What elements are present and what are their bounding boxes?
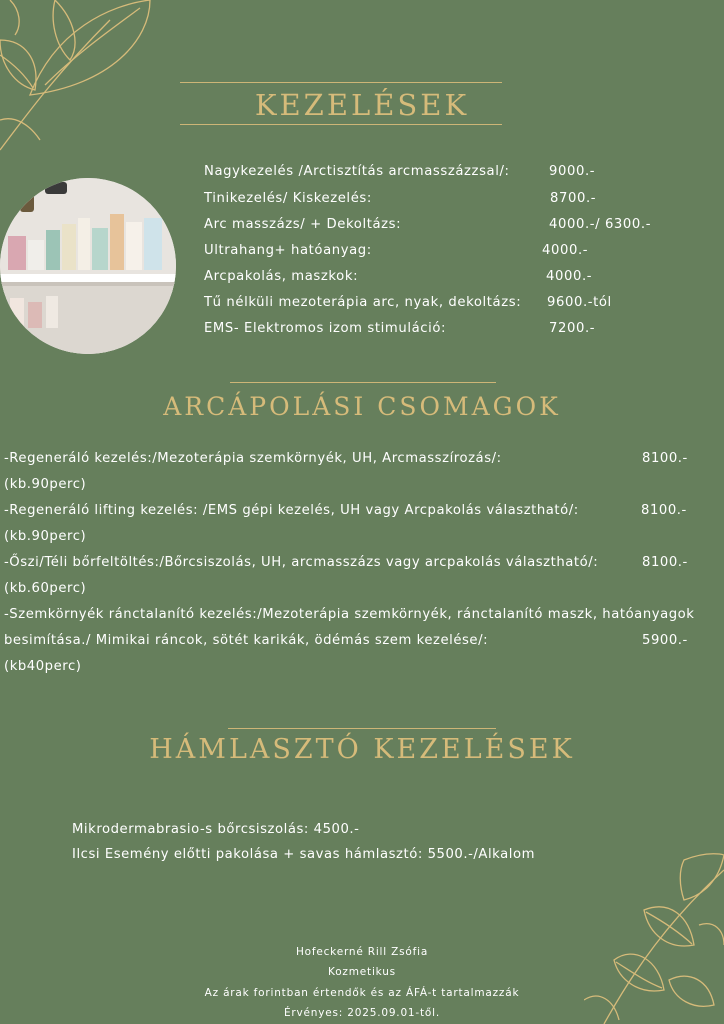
treatment-price: 4000.- — [546, 269, 593, 284]
package-line: -Őszi/Téli bőrfeltöltés:/Bőrcsiszolás, UH, arcmasszázs vagy arcpakolás választható/: — [4, 555, 599, 570]
package-price: 5900.- — [642, 633, 688, 648]
package-price: 8100.- — [641, 503, 687, 518]
package-line: -Regeneráló lifting kezelés: /EMS gépi kezelés, UH vagy Arcpakolás választható/: — [4, 503, 579, 518]
footer-role: Kozmetikus — [328, 966, 396, 978]
package-line: -Szemkörnyék ránctalanító kezelés:/Mezoterápia szemkörnyék, ránctalanító maszk, hatóanyagok — [4, 607, 695, 622]
treatment-row — [204, 269, 358, 284]
package-price: 8100.- — [642, 555, 688, 570]
package-line: besimítása./ Mimikai ráncok, sötét karikák, ödémás szem kezelése/: — [4, 633, 489, 648]
treatment-name: Tű nélküli mezoterápia arc, nyak, dekoltázs: — [204, 295, 522, 310]
title-rule-top — [230, 382, 496, 383]
title-rule-top — [228, 728, 496, 729]
package-price: 8100.- — [642, 451, 688, 466]
treatment-row — [204, 191, 372, 206]
treatment-name: Tinikezelés/ Kiskezelés: — [204, 191, 372, 206]
treatment-row — [204, 164, 510, 179]
treatment-price: 4000.-/ 6300.- — [549, 217, 652, 232]
treatment-row — [204, 295, 521, 310]
section-title-kezelesek: KEZELÉSEK — [254, 88, 470, 122]
package-duration: (kb.90perc) — [4, 477, 87, 492]
treatment-price: 8700.- — [550, 191, 597, 206]
title-rule-top — [180, 82, 502, 83]
title-rule-bottom — [180, 124, 502, 125]
peeling-item: Ilcsi Esemény előtti pakolása + savas hámlasztó: 5500.-/Alkalom — [72, 847, 535, 862]
treatment-price: 7200.- — [549, 321, 596, 336]
treatment-price: 9600.-tól — [547, 295, 612, 310]
section-title-csomagok: ARCÁPOLÁSI CSOMAGOK — [163, 392, 561, 421]
treatment-name: Arcpakolás, maszkok: — [204, 269, 359, 284]
treatment-name: Arc masszázs/ + Dekoltázs: — [204, 217, 402, 232]
peeling-item: Mikrodermabrasio-s bőrcsiszolás: 4500.- — [72, 822, 360, 837]
package-duration: (kb.60perc) — [4, 581, 87, 596]
treatment-price: 9000.- — [549, 164, 596, 179]
package-duration: (kb40perc) — [4, 659, 82, 674]
treatment-row — [204, 243, 372, 258]
package-line: -Regeneráló kezelés:/Mezoterápia szemkörnyék, UH, Arcmasszírozás/: — [4, 451, 502, 466]
treatment-name: EMS- Elektromos izom stimuláció: — [204, 321, 447, 336]
treatment-row — [204, 321, 446, 336]
package-duration: (kb.90perc) — [4, 529, 87, 544]
footer-note: Az árak forintban értendők és az ÁFÁ-t tartalmazzák — [204, 987, 520, 999]
section-title-hamlaszto: HÁMLASZTÓ KEZELÉSEK — [149, 734, 575, 765]
leaf-branch-outline-icon — [0, 0, 180, 170]
footer-name: Hofeckerné Rill Zsófia — [295, 946, 429, 958]
footer-valid: Érvényes: 2025.09.01-től. — [283, 1007, 440, 1019]
product-shelf-photo — [0, 178, 176, 354]
treatment-name: Nagykezelés /Arctisztítás arcmasszázzsal/: — [204, 164, 510, 179]
treatment-row — [204, 217, 401, 232]
treatment-price: 4000.- — [542, 243, 589, 258]
treatment-name: Ultrahang+ hatóanyag: — [204, 243, 372, 258]
